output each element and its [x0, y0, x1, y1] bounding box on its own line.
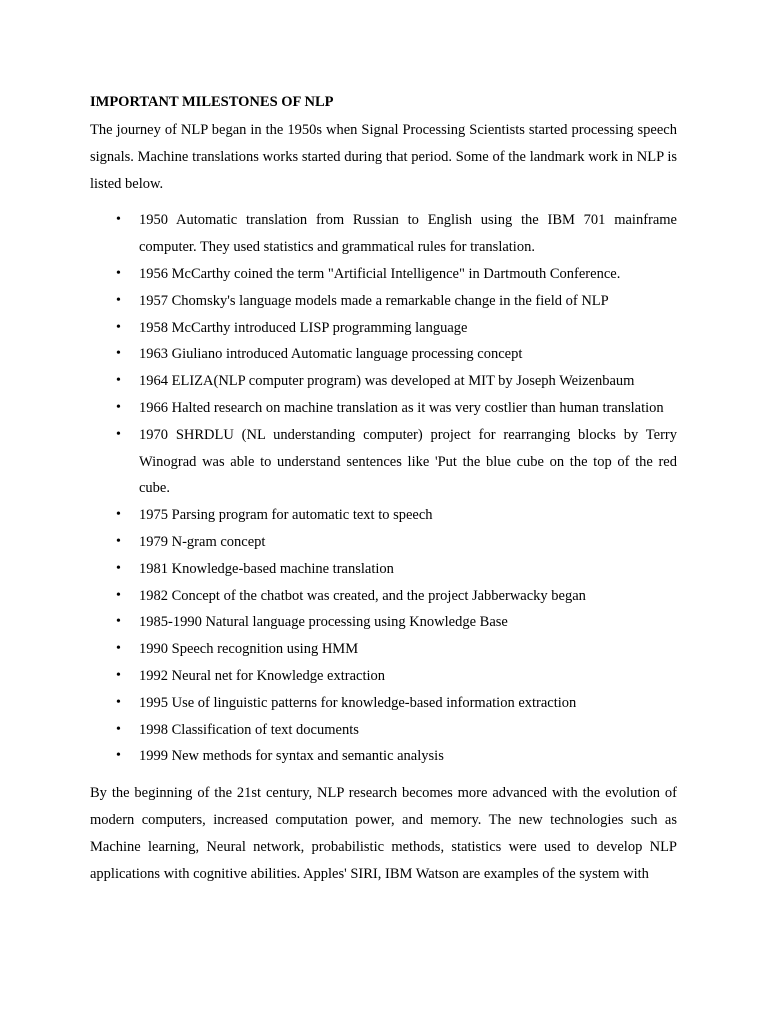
list-item-text: 1966 Halted research on machine translation as it was very costlier than human translation — [139, 399, 664, 416]
bullet-icon: • — [116, 721, 121, 737]
bullet-icon: • — [116, 292, 121, 308]
bullet-icon: • — [116, 533, 121, 549]
list-item — [90, 690, 677, 717]
bullet-icon: • — [116, 319, 121, 335]
list-item-text: 1970 SHRDLU (NL understanding computer) project for rearranging blocks by Terry Winograd was able to understand sentences like 'Put the blue cube on the top of the red cube. — [139, 426, 677, 497]
list-item — [90, 583, 677, 610]
list-item-text: 1981 Knowledge-based machine translation — [139, 560, 394, 577]
list-item — [90, 636, 677, 663]
list-item — [90, 743, 677, 770]
list-item-text: 1985-1990 Natural language processing using Knowledge Base — [139, 614, 508, 631]
list-item-text: 1963 Giuliano introduced Automatic language processing concept — [139, 346, 523, 363]
list-item — [90, 422, 677, 502]
bullet-icon: • — [116, 694, 121, 710]
list-item — [90, 663, 677, 690]
list-item — [90, 261, 677, 288]
bullet-icon: • — [116, 641, 121, 657]
bullet-icon: • — [116, 560, 121, 576]
list-item-text: 1992 Neural net for Knowledge extraction — [139, 667, 386, 684]
list-item-text: 1958 McCarthy introduced LISP programming language — [139, 319, 468, 336]
list-item-text: 1990 Speech recognition using HMM — [139, 641, 359, 658]
list-item-text: 1956 McCarthy coined the term "Artificial Intelligence" in Dartmouth Conference. — [139, 265, 621, 282]
list-item — [90, 315, 677, 342]
bullet-icon: • — [116, 426, 121, 442]
list-item — [90, 556, 677, 583]
list-item — [90, 609, 677, 636]
list-item-text: 1999 New methods for syntax and semantic analysis — [139, 748, 444, 765]
list-item — [90, 502, 677, 529]
bullet-icon: • — [116, 373, 121, 389]
bullet-icon: • — [116, 212, 121, 228]
document-page — [90, 92, 677, 887]
section-heading: IMPORTANT MILESTONES OF NLP — [90, 94, 334, 110]
list-item — [90, 288, 677, 315]
milestone-list — [90, 207, 677, 770]
list-item-text: 1998 Classification of text documents — [139, 721, 359, 738]
bullet-icon: • — [116, 399, 121, 415]
bullet-icon: • — [116, 587, 121, 603]
list-item-text: 1964 ELIZA(NLP computer program) was developed at MIT by Joseph Weizenbaum — [139, 373, 635, 390]
intro-paragraph: The journey of NLP began in the 1950s when Signal Processing Scientists started processing speech signals. Machine translations works started during that period. Some of the landmark work in NLP is listed below. — [90, 122, 677, 192]
bullet-icon: • — [116, 265, 121, 281]
list-item-text: 1950 Automatic translation from Russian to English using the IBM 701 mainframe computer. They used statistics and grammatical rules for translation. — [139, 212, 677, 256]
closing-paragraph: By the beginning of the 21st century, NLP research becomes more advanced with the evolution of modern computers, increased computation power, and memory. The new technologies such as Machine learning, Neural network, probabilistic methods, statistics were used to develop NLP applications with cognitive abilities. Apples' SIRI, IBM Watson are examples of the system with — [90, 785, 677, 882]
list-item — [90, 717, 677, 744]
bullet-icon: • — [116, 614, 121, 630]
list-item-text: 1975 Parsing program for automatic text to speech — [139, 507, 433, 524]
list-item-text: 1979 N-gram concept — [139, 533, 266, 550]
bullet-icon: • — [116, 346, 121, 362]
list-item — [90, 395, 677, 422]
list-item-text: 1982 Concept of the chatbot was created, and the project Jabberwacky began — [139, 587, 586, 604]
bullet-icon: • — [116, 507, 121, 523]
list-item-text: 1995 Use of linguistic patterns for knowledge-based information extraction — [139, 694, 577, 711]
list-item — [90, 529, 677, 556]
bullet-icon: • — [116, 748, 121, 764]
list-item-text: 1957 Chomsky's language models made a remarkable change in the field of NLP — [139, 292, 609, 309]
list-item — [90, 368, 677, 395]
bullet-icon: • — [116, 667, 121, 683]
list-item — [90, 207, 677, 261]
list-item — [90, 341, 677, 368]
